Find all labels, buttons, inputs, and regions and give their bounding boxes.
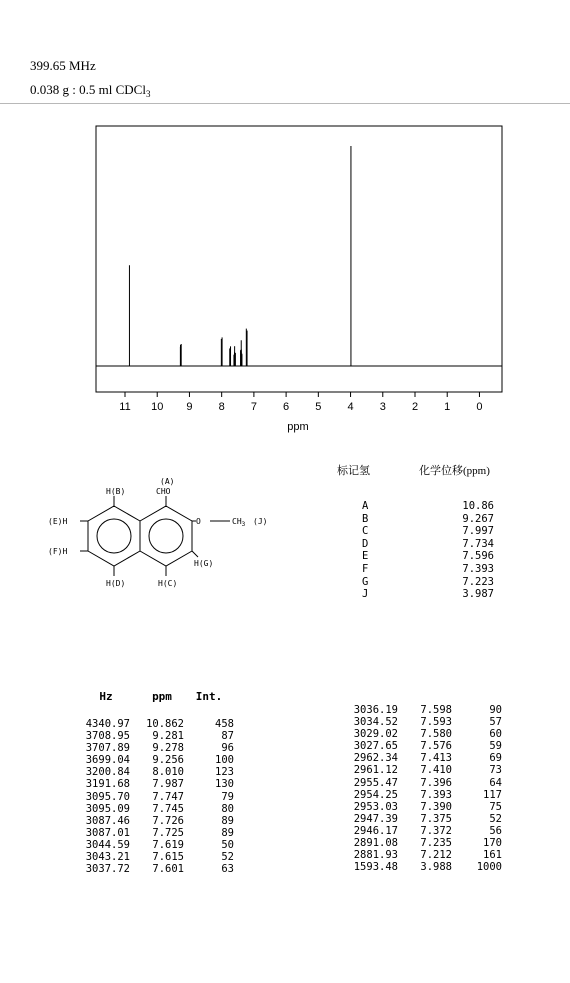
shift-value: 7.997 (462, 525, 494, 538)
peak-row (72, 730, 234, 742)
peak-row (340, 728, 502, 740)
peak-hz: 3707.89 (85, 742, 130, 755)
peak-row (340, 825, 502, 837)
chemical-shift-table (330, 462, 540, 601)
peak-row (72, 851, 234, 863)
peak-ppm: 10.862 (146, 718, 184, 730)
peak-ppm: 7.410 (420, 764, 452, 777)
peak-int: 89 (221, 814, 234, 827)
peak-ppm: 9.278 (152, 742, 184, 755)
left-benzene-ring (88, 506, 140, 566)
peak-ppm: 9.256 (152, 754, 184, 767)
peak-row (340, 704, 502, 716)
peak-row (340, 752, 502, 764)
peak-int: 75 (489, 800, 502, 813)
peak-ppm: 7.619 (152, 838, 184, 851)
peak-row (340, 764, 502, 776)
peak-row (340, 716, 502, 728)
header-ppm: ppm (152, 690, 172, 703)
shift-row (330, 538, 540, 551)
peak-hz: 3044.59 (85, 838, 130, 851)
peak-row (72, 754, 234, 766)
x-tick-label: 4 (347, 401, 354, 413)
shift-row (330, 550, 540, 563)
shift-label: J (362, 588, 369, 601)
peak-int: 89 (221, 826, 234, 839)
peak-hz: 3027.65 (353, 740, 398, 753)
peak-int: 100 (215, 754, 234, 767)
peak-int: 1000 (476, 861, 502, 874)
shift-row (330, 513, 540, 526)
peak-list-left-rows (72, 718, 234, 875)
shift-label: C (362, 525, 369, 538)
peak-ppm: 7.725 (152, 826, 184, 839)
peak-ppm: 7.580 (420, 728, 452, 741)
peak-row (72, 718, 234, 730)
right-benzene-ring (140, 506, 192, 566)
peak-int: 130 (215, 778, 234, 791)
peak-ppm: 7.372 (420, 824, 452, 837)
peak-hz: 2961.12 (353, 764, 398, 777)
right-aromatic-circle (149, 519, 183, 553)
shift-label: F (362, 562, 369, 575)
label-cho: CHO (156, 487, 171, 496)
x-tick-label: 10 (151, 401, 164, 413)
shift-value: 9.267 (462, 512, 494, 525)
peak-ppm: 7.598 (420, 704, 452, 716)
peak-ppm: 7.393 (420, 788, 452, 801)
peak-int: 96 (221, 742, 234, 755)
peak-hz: 2962.34 (353, 752, 398, 765)
peak-hz: 4340.97 (85, 718, 130, 730)
peak-list-right (340, 704, 502, 873)
label-a: (A) (160, 477, 175, 486)
peak-int: 64 (489, 776, 502, 789)
shift-table-rows (330, 500, 540, 601)
peak-hz: 1593.48 (353, 861, 398, 874)
x-tick-label: 0 (476, 401, 483, 413)
ch3-text: CH (232, 517, 242, 526)
peak-hz: 3037.72 (85, 863, 130, 876)
peak-ppm: 7.593 (420, 716, 452, 729)
label-j: (J) (253, 517, 268, 526)
peak-hz: 3095.09 (85, 802, 130, 815)
peak-hz: 3087.01 (85, 826, 130, 839)
peak-row (72, 803, 234, 815)
peak-ppm: 7.726 (152, 814, 184, 827)
concentration-subscript: 3 (145, 89, 151, 99)
peak-hz: 3708.95 (85, 730, 130, 743)
peak-list-header (72, 690, 234, 710)
peak-row (72, 778, 234, 790)
peak-hz: 3029.02 (353, 728, 398, 741)
peak-int: 56 (489, 824, 502, 837)
label-o: O (196, 517, 201, 526)
x-axis-label: ppm (287, 421, 309, 433)
label-hc: H(C) (158, 579, 178, 588)
peak-row (340, 777, 502, 789)
peak-hz: 3036.19 (353, 704, 398, 716)
nmr-spectrum-chart (0, 110, 570, 440)
shift-header-shift: 化学位移(ppm) (419, 465, 490, 477)
label-hf: (F)H (48, 547, 68, 556)
shift-label: A (362, 500, 369, 512)
peak-int: 80 (221, 802, 234, 815)
peak-row (72, 839, 234, 851)
label-hd: H(D) (106, 579, 126, 588)
header-hz: Hz (99, 690, 113, 703)
peak-ppm: 7.212 (420, 849, 452, 862)
sample-concentration (30, 82, 150, 99)
peak-hz: 3200.84 (85, 766, 130, 779)
x-tick-label: 3 (379, 401, 386, 413)
shift-value: 7.596 (462, 550, 494, 563)
peak-ppm: 8.010 (152, 766, 184, 779)
shift-label: G (362, 575, 369, 588)
peak-int: 170 (483, 837, 502, 850)
peak-int: 79 (221, 790, 234, 803)
header-divider (0, 103, 570, 104)
x-tick-label: 5 (315, 401, 322, 413)
peak-int: 123 (215, 766, 234, 779)
shift-row (330, 588, 540, 601)
peak-int: 73 (489, 764, 502, 777)
shift-value: 7.393 (462, 562, 494, 575)
x-tick-label: 8 (218, 401, 225, 413)
peak-ppm: 7.615 (152, 851, 184, 864)
shift-label: E (362, 550, 369, 563)
peak-hz: 3095.70 (85, 790, 130, 803)
peak-ppm: 9.281 (152, 730, 184, 743)
peak-list-right-rows (340, 704, 502, 873)
shift-row (330, 576, 540, 589)
shift-value: 3.987 (462, 588, 494, 601)
molecule-structure (30, 470, 290, 610)
peak-row (340, 789, 502, 801)
peak-row (340, 813, 502, 825)
peak-row (72, 815, 234, 827)
peak-hz: 2954.25 (353, 788, 398, 801)
peak-int: 60 (489, 728, 502, 741)
shift-value: 10.86 (462, 500, 494, 512)
x-axis-ticks (119, 392, 482, 413)
peak-row (340, 740, 502, 752)
label-hb: H(B) (106, 487, 126, 496)
peak-int: 161 (483, 849, 502, 862)
label-ch3 (232, 517, 246, 528)
peak-int: 90 (489, 704, 502, 716)
peak-ppm: 7.745 (152, 802, 184, 815)
peak-hz: 3087.46 (85, 814, 130, 827)
shift-value: 7.734 (462, 537, 494, 550)
shift-header-label: 标记氢 (337, 465, 370, 477)
peak-int: 117 (483, 788, 502, 801)
peak-int: 458 (215, 718, 234, 730)
peak-hz: 2881.93 (353, 849, 398, 862)
spectrum-frame (96, 126, 502, 392)
peak-row (72, 863, 234, 875)
peak-row (340, 837, 502, 849)
peak-row (72, 827, 234, 839)
shift-row (330, 525, 540, 538)
peak-int: 57 (489, 716, 502, 729)
x-tick-label: 1 (444, 401, 451, 413)
header-int: Int. (195, 690, 223, 703)
peak-row (72, 742, 234, 754)
peak-ppm: 7.390 (420, 800, 452, 813)
shift-label: B (362, 512, 369, 525)
peak-hz: 2953.03 (353, 800, 398, 813)
peak-row (340, 801, 502, 813)
shift-label: D (362, 537, 369, 550)
peak-int: 52 (221, 851, 234, 864)
peak-hz: 3043.21 (85, 851, 130, 864)
peak-row (72, 791, 234, 803)
peak-hz: 2946.17 (353, 824, 398, 837)
peak-ppm: 7.375 (420, 812, 452, 825)
spectrometer-frequency: 399.65 MHz (30, 58, 96, 73)
shift-value: 7.223 (462, 575, 494, 588)
x-tick-label: 2 (411, 401, 419, 413)
peak-hz: 2891.08 (353, 837, 398, 850)
peak-ppm: 7.576 (420, 740, 452, 753)
peak-row (72, 766, 234, 778)
peak-hz: 3191.68 (85, 778, 130, 791)
peak-int: 50 (221, 838, 234, 851)
peak-int: 87 (221, 730, 234, 743)
peak-ppm: 3.988 (420, 861, 452, 874)
peak-ppm: 7.235 (420, 837, 452, 850)
x-tick-label: 7 (250, 401, 257, 413)
peak-hz: 3034.52 (353, 716, 398, 729)
peak-int: 63 (221, 863, 234, 876)
x-tick-label: 6 (283, 401, 290, 413)
bond-hg (192, 551, 198, 557)
peak-ppm: 7.413 (420, 752, 452, 765)
peak-ppm: 7.987 (152, 778, 184, 791)
label-hg: H(G) (194, 559, 214, 568)
peak-int: 59 (489, 740, 502, 753)
x-tick-label: 9 (186, 401, 193, 413)
left-aromatic-circle (97, 519, 131, 553)
peak-ppm: 7.747 (152, 790, 184, 803)
peak-list-left (72, 690, 234, 875)
peak-ppm: 7.396 (420, 776, 452, 789)
shift-row (330, 500, 540, 513)
peak-ppm: 7.601 (152, 863, 184, 876)
peak-hz: 2955.47 (353, 776, 398, 789)
peak-row (340, 861, 502, 873)
shift-row (330, 563, 540, 576)
label-he: (E)H (48, 517, 68, 526)
x-tick-label: 11 (119, 401, 131, 413)
peak-hz: 2947.39 (353, 812, 398, 825)
peak-hz: 3699.04 (85, 754, 130, 767)
peak-int: 52 (489, 812, 502, 825)
peak-int: 69 (489, 752, 502, 765)
peak-layer (129, 146, 350, 366)
concentration-text: 0.038 g : 0.5 ml CDCl (30, 82, 146, 97)
shift-table-header (330, 462, 540, 480)
peak-row (340, 849, 502, 861)
ch3-subscript: 3 (241, 521, 246, 528)
